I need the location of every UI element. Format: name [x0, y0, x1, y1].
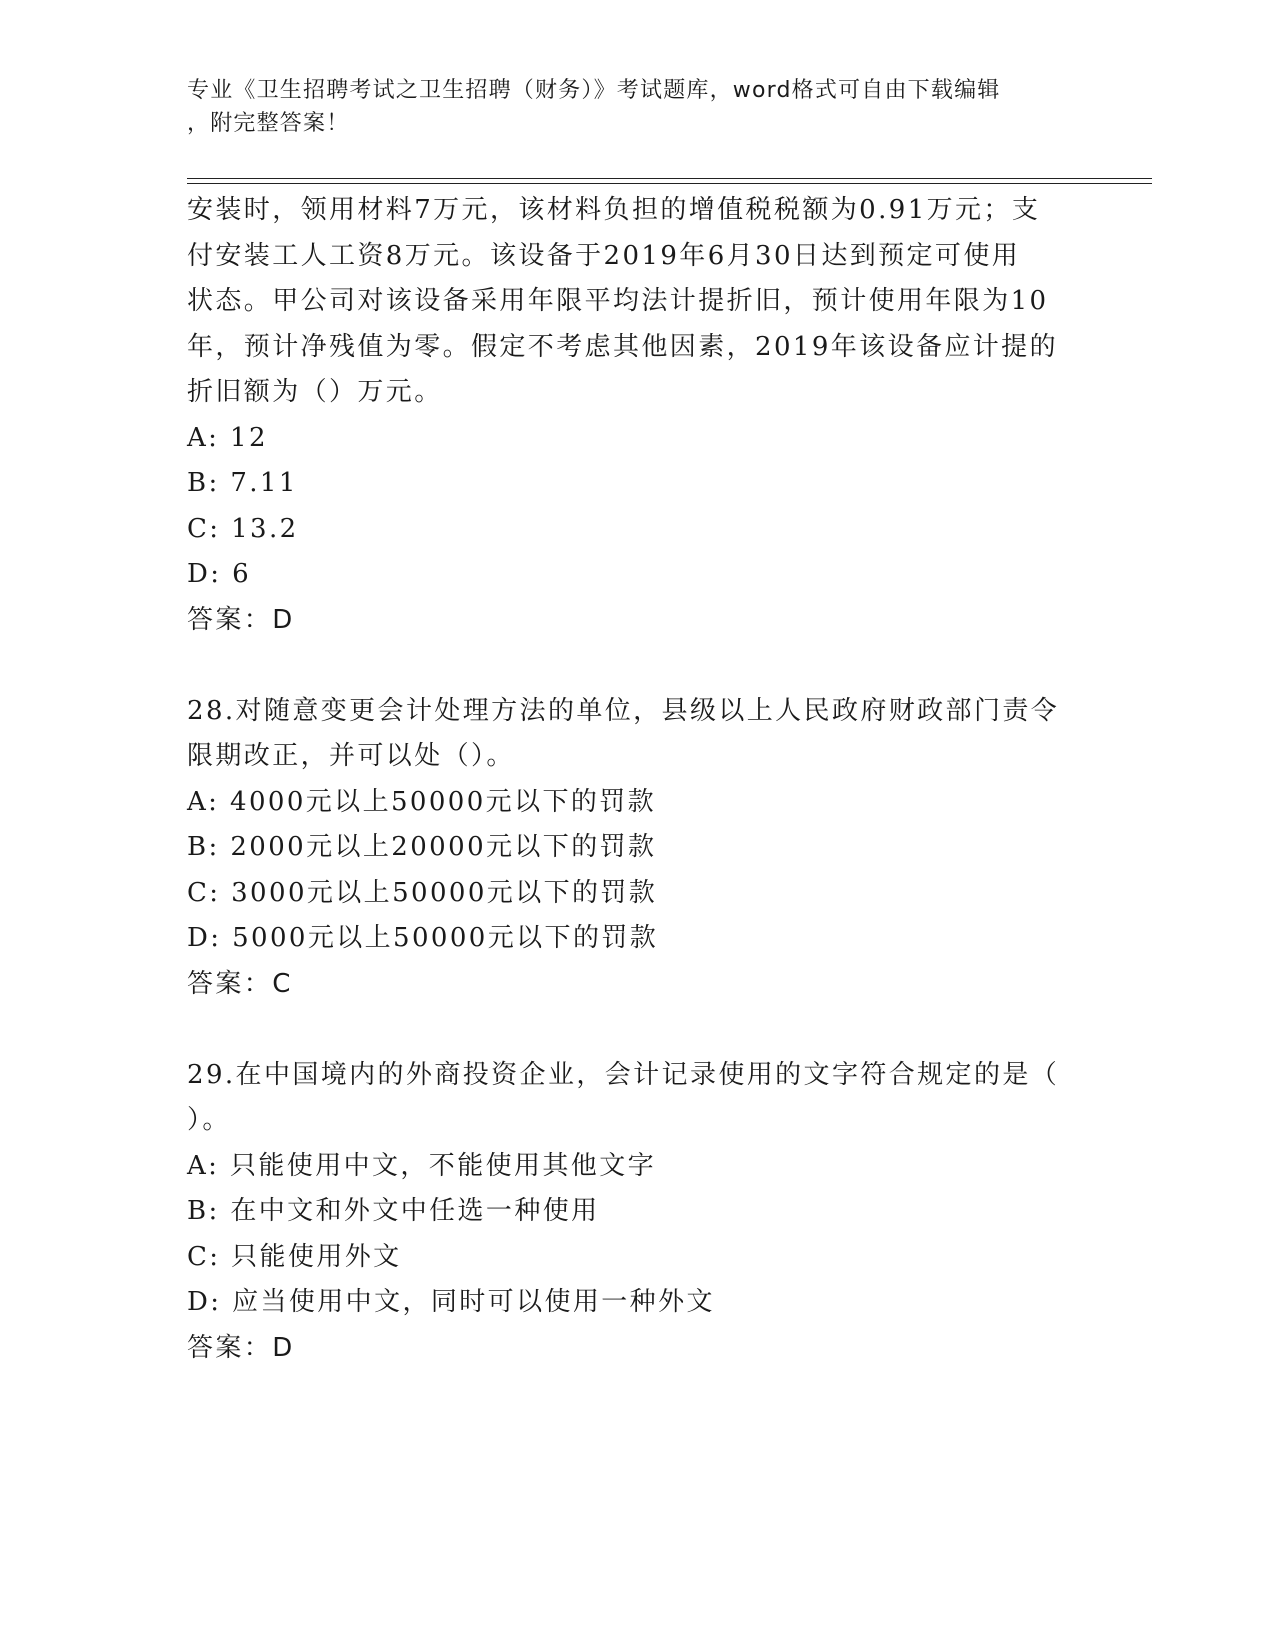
- question-28-option-a: A: 4000元以上50000元以下的罚款: [187, 786, 657, 817]
- question-29-line: 29.在中国境内的外商投资企业，会计记录使用的文字符合规定的是（: [187, 1059, 1060, 1090]
- document-header: [187, 74, 1087, 140]
- question-27-line: 付安装工人工资8万元。该设备于2019年6月30日达到预定可使用: [187, 240, 1021, 271]
- question-27-line: 安装时，领用材料7万元，该材料负担的增值税税额为0.91万元；支: [187, 195, 1041, 225]
- question-28-option-b: B: 2000元以上20000元以下的罚款: [187, 832, 657, 862]
- question-29-option-b: B: 在中文和外文中任选一种使用: [187, 1196, 600, 1226]
- question-27-option-c: C: 13.2: [187, 513, 299, 544]
- question-27-answer: 答案：D: [187, 604, 295, 635]
- question-29-option-a: A: 只能使用中文，不能使用其他文字: [187, 1150, 657, 1181]
- question-content: [187, 188, 1087, 1371]
- question-28-line: 限期改正，并可以处（）。: [187, 741, 515, 771]
- question-29-answer: 答案：D: [187, 1332, 295, 1363]
- question-29-option-c: C: 只能使用外文: [187, 1241, 402, 1272]
- question-27-line: 折旧额为（）万元。: [187, 377, 443, 407]
- question-29-option-d: D: 应当使用中文，同时可以使用一种外文: [187, 1287, 715, 1317]
- question-28-option-c: C: 3000元以上50000元以下的罚款: [187, 877, 658, 908]
- header-divider-bottom: [187, 183, 1152, 184]
- question-29: [187, 1053, 1087, 1372]
- header-line-2: ，附完整答案！: [187, 111, 350, 136]
- question-27-option-b: B: 7.11: [187, 468, 298, 498]
- spacer: [187, 643, 1087, 689]
- question-27-option-a: A: 12: [187, 422, 268, 453]
- header-divider-top: [187, 178, 1152, 179]
- question-27: [187, 188, 1087, 643]
- question-28: [187, 689, 1087, 1008]
- question-28-answer: 答案：C: [187, 968, 293, 999]
- header-line-1: 专业《卫生招聘考试之卫生招聘（财务）》考试题库，word格式可自由下载编辑: [187, 78, 1001, 103]
- question-28-option-d: D: 5000元以上50000元以下的罚款: [187, 923, 659, 953]
- question-29-line: ）。: [187, 1105, 231, 1135]
- question-28-line: 28.对随意变更会计处理方法的单位，县级以上人民政府财政部门责令: [187, 695, 1060, 726]
- spacer: [187, 1007, 1087, 1053]
- question-27-line: 年，预计净残值为零。假定不考虑其他因素，2019年该设备应计提的: [187, 331, 1058, 362]
- question-27-line: 状态。甲公司对该设备采用年限平均法计提折旧，预计使用年限为10: [187, 286, 1049, 316]
- question-27-option-d: D: 6: [187, 559, 252, 589]
